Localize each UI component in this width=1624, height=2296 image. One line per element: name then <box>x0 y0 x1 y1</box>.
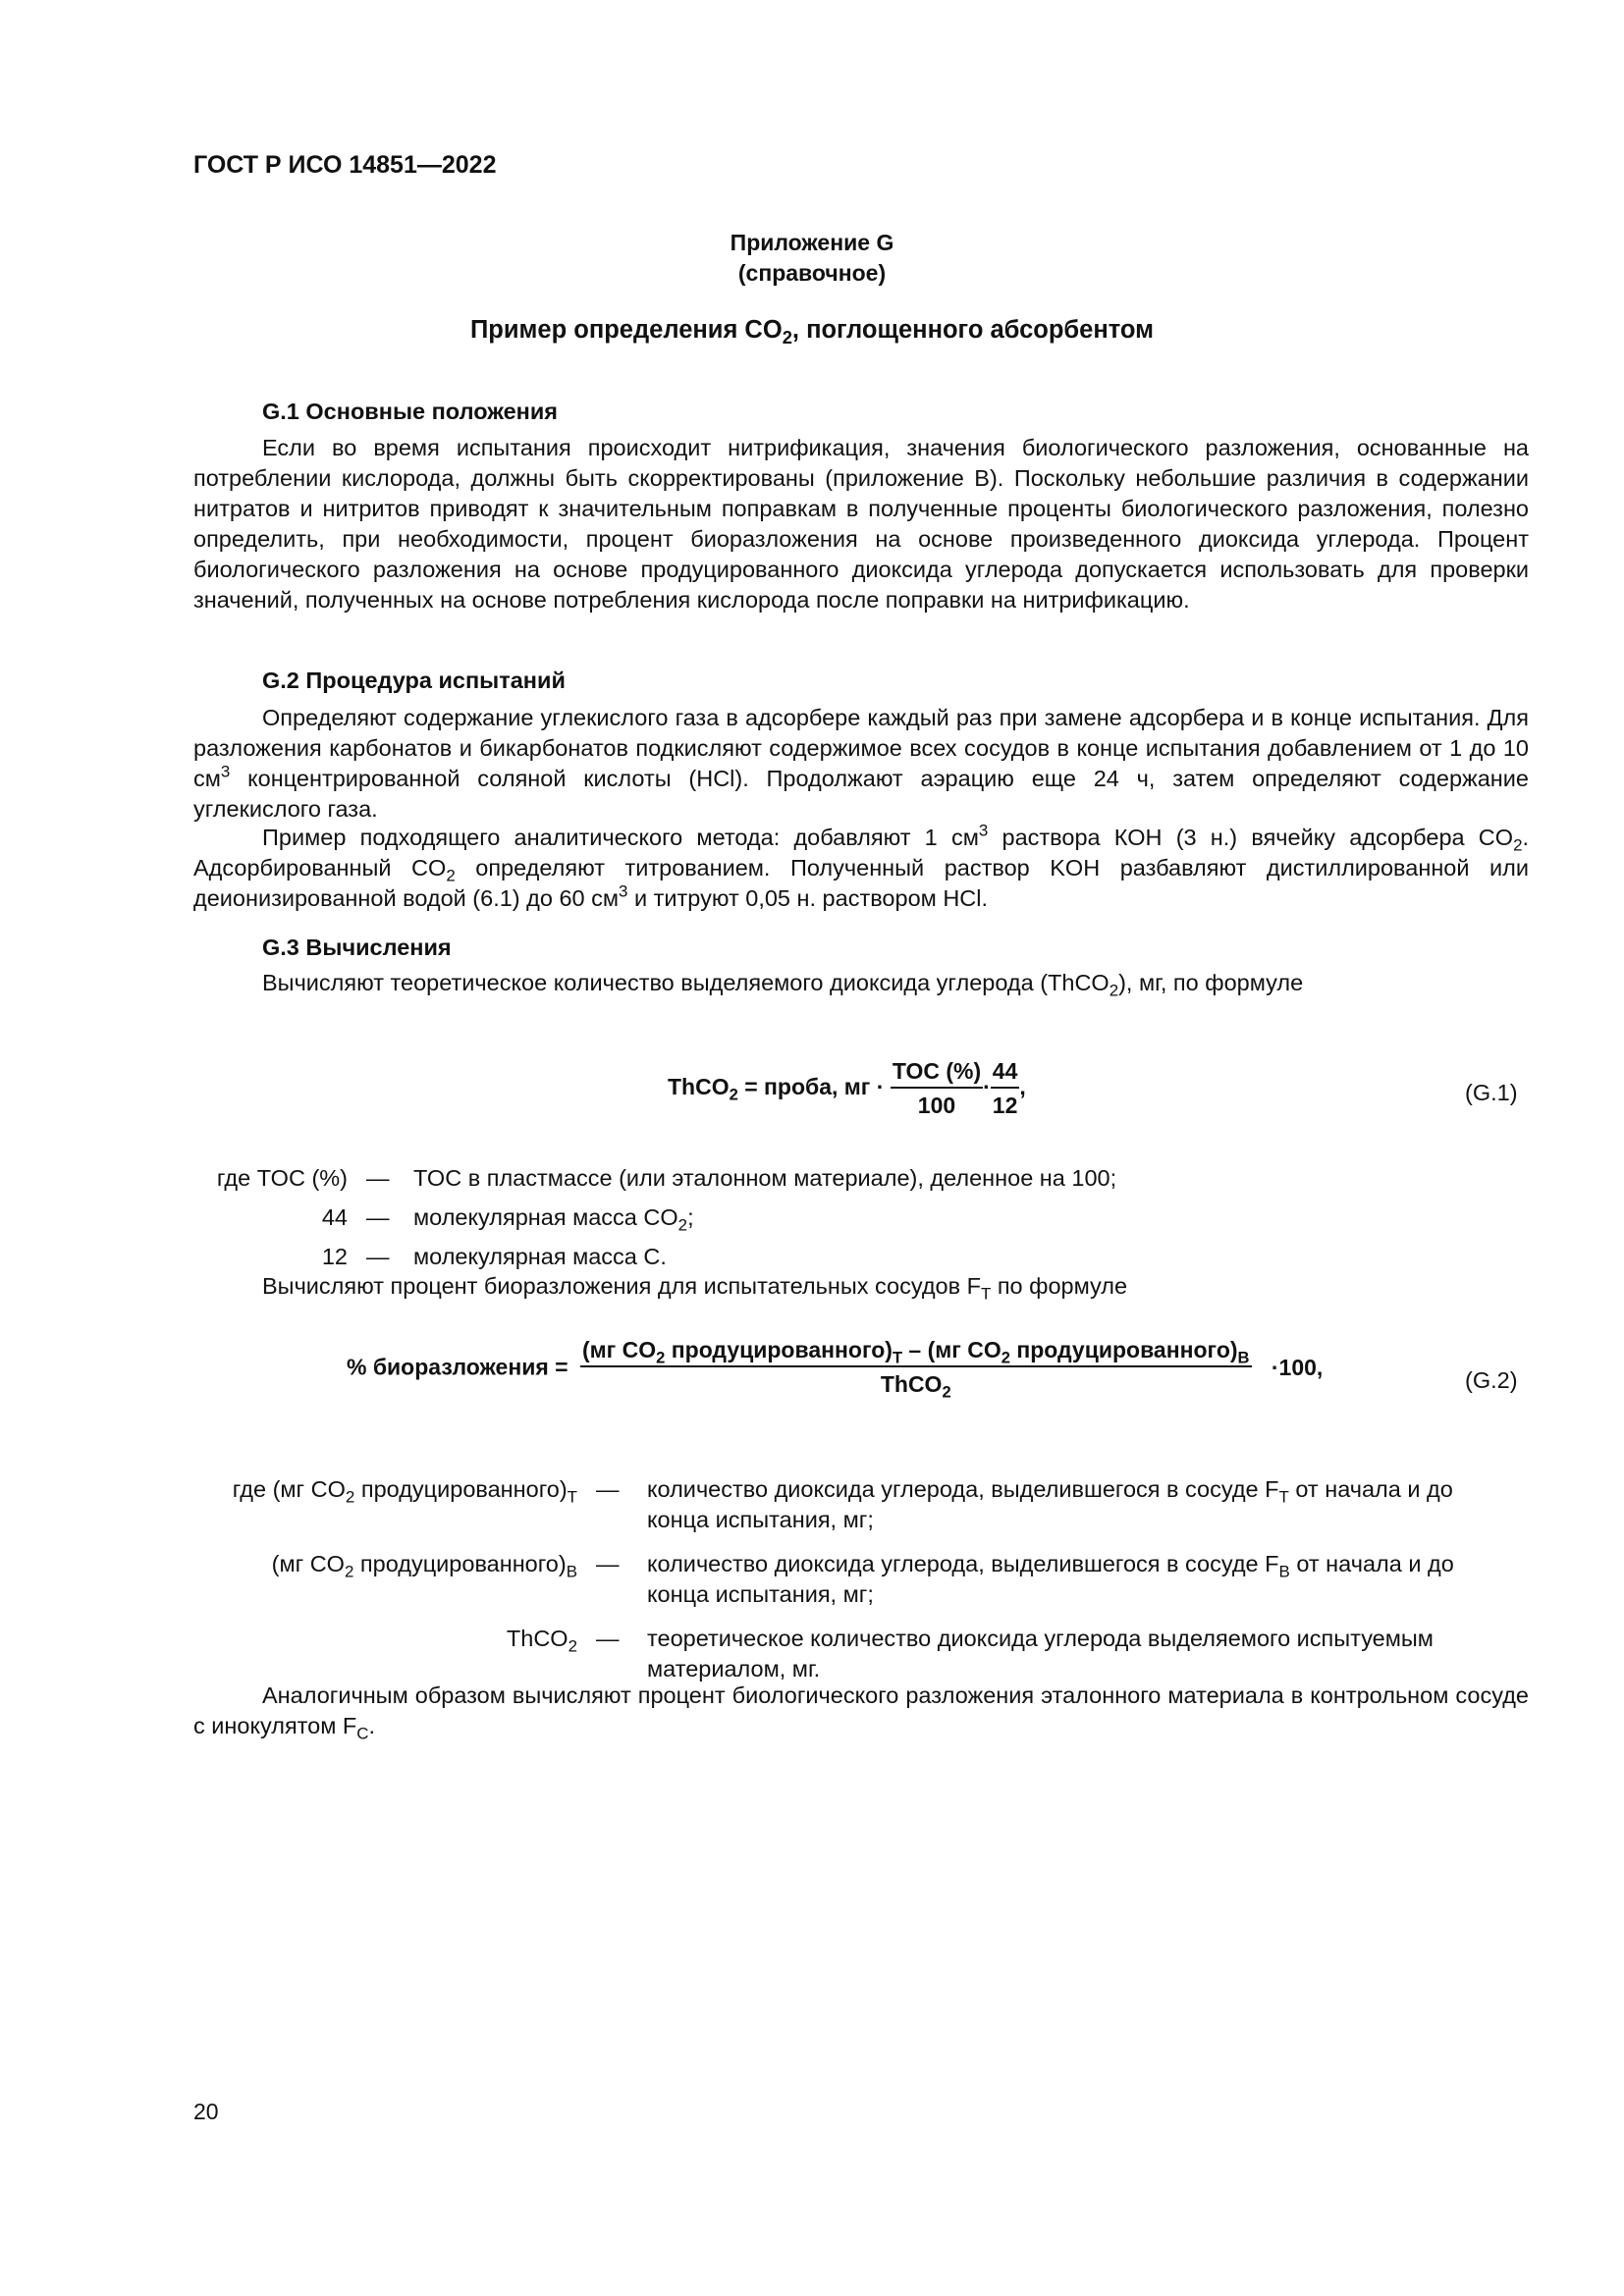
main-title-text-2: , поглощенного абсорбентом <box>791 316 1155 344</box>
appendix-title: Приложение G <box>730 230 894 255</box>
def1-term-1: где TOC (%) <box>216 1165 348 1191</box>
g2-p2-sup-1: 3 <box>978 821 989 840</box>
def2-desc-1-sub: T <box>1278 1487 1289 1507</box>
def2-dash-3: — <box>596 1626 620 1651</box>
f2-num-sub-b: B <box>1237 1348 1250 1367</box>
f2-tail: ·100, <box>1271 1354 1324 1380</box>
g3-closing-sub: C <box>356 1724 369 1743</box>
def1-dash-2: — <box>366 1204 390 1230</box>
g2-p2-part-b: раствора КОН (3 н.) вячейку адсорбера CO <box>988 825 1514 850</box>
main-title-text: Пример определения CO <box>469 316 783 344</box>
def1-desc-2-b: ; <box>687 1204 694 1230</box>
f2-den-sub: 2 <box>942 1382 951 1402</box>
def1-desc-3: молекулярная масса C. <box>413 1244 667 1269</box>
section-g1-heading: G.1 Основные положения <box>262 399 559 424</box>
f1-numerator-1: TOC (%) <box>891 1058 983 1089</box>
g3-intro2-sub: T <box>980 1284 992 1304</box>
g2-p2-sub-2: 2 <box>446 866 456 885</box>
def1-desc-2 <box>413 1202 694 1233</box>
def2-desc-1-line2: конца испытания, мг; <box>647 1507 874 1532</box>
f2-numerator <box>580 1337 1252 1367</box>
def2-desc-2-sub: B <box>1278 1562 1290 1581</box>
def2-term-3-a: ThCO <box>506 1626 568 1651</box>
f1-lhs: ThCO <box>668 1074 730 1100</box>
f2-num-a: (мг CO <box>582 1337 657 1362</box>
f2-denominator <box>580 1367 1252 1402</box>
def2-term-2-a: (мг CO <box>271 1551 345 1576</box>
g3-intro-sub: 2 <box>1109 981 1119 1000</box>
section-g3-heading: G.3 Вычисления <box>262 934 452 960</box>
g2-p1-sup: 3 <box>220 762 231 781</box>
f1-numerator-2: 44 <box>991 1058 1020 1089</box>
f2-num-b: продуцированного) <box>665 1337 893 1362</box>
f1-lhs-sub: 2 <box>729 1085 738 1104</box>
def2-desc-2-line2: конца испытания, мг; <box>647 1581 874 1607</box>
g2-p2-part-a: Пример подходящего аналитического метода: добавляют 1 см <box>262 825 979 850</box>
def2-term-3 <box>507 1624 577 1654</box>
page-number: 20 <box>193 2099 219 2124</box>
g2-p2-part-c: . Адсорбированный CO <box>193 825 1529 881</box>
section-g3-closing <box>193 1681 1529 1741</box>
f2-lhs: % биоразложения = <box>347 1354 568 1380</box>
def2-term-1-sub: 2 <box>345 1487 355 1507</box>
g3-closing-b: . <box>368 1713 376 1738</box>
f2-fraction <box>580 1337 1252 1402</box>
def2-term-1-sub2: T <box>567 1487 577 1507</box>
g3-intro2-part-b: по формуле <box>991 1273 1128 1299</box>
f2-num-d: продуцированного) <box>1009 1337 1238 1362</box>
def2-term-1-b: продуцированного) <box>354 1476 568 1502</box>
def1-dash-1: — <box>366 1165 390 1191</box>
def2-desc-1 <box>647 1474 1516 1535</box>
f1-fraction-44-12 <box>991 1058 1020 1119</box>
def2-term-2-sub2: B <box>566 1562 577 1581</box>
def1-term-2: 44 <box>321 1204 348 1230</box>
f1-mid: = проба, мг · <box>737 1074 885 1100</box>
g2-p2-sup-2: 3 <box>619 881 628 901</box>
f1-denominator-2: 12 <box>992 1093 1018 1118</box>
formula-g2-number: (G.2) <box>1465 1367 1518 1393</box>
def2-dash-1: — <box>596 1476 620 1502</box>
g3-closing-a: Аналогичным образом вычисляют процент биологического разложения эталонного материала в контрольном сосуде с инокулятом F <box>193 1682 1529 1738</box>
f2-num-sub-1: 2 <box>656 1348 666 1367</box>
f2-num-sub-t: T <box>892 1348 903 1367</box>
def2-desc-3-line2: материалом, мг. <box>647 1656 821 1682</box>
section-g2-paragraph-2 <box>193 823 1529 914</box>
def1-desc-2-sub: 2 <box>677 1215 688 1235</box>
def2-term-1-a: где (мг CO <box>232 1476 346 1502</box>
f1-denominator-1: 100 <box>917 1093 956 1118</box>
g2-p1-part-b: концентрированной соляной кислоты (HCl). Продолжают аэрацию еще 24 ч, затем определяют содержание углекислого газа. <box>193 766 1529 822</box>
def2-term-3-sub: 2 <box>568 1636 577 1656</box>
section-g2-heading: G.2 Процедура испытаний <box>262 667 566 693</box>
def1-term-3: 12 <box>321 1244 348 1269</box>
f1-comma: , <box>1019 1074 1026 1100</box>
f2-num-sub-2: 2 <box>1001 1348 1010 1367</box>
formula-g1-number: (G.1) <box>1465 1080 1518 1105</box>
def2-term-2-b: продуцированного) <box>353 1551 567 1576</box>
def2-term-1 <box>233 1474 577 1505</box>
def2-term-2 <box>272 1549 577 1579</box>
def2-desc-2-a: количество диоксида углерода, выделившегося в сосуде F <box>647 1551 1279 1576</box>
def2-desc-3 <box>647 1624 1516 1684</box>
g2-p2-sub-1: 2 <box>1513 835 1523 855</box>
f2-num-c: – (мг CO <box>902 1337 1001 1362</box>
section-g3-intro <box>262 970 1304 1000</box>
appendix-heading <box>0 228 1624 289</box>
def2-desc-2-b: от начала и до <box>1289 1551 1454 1576</box>
document-header: ГОСТ Р ИСО 14851—2022 <box>193 151 497 179</box>
def1-desc-1: TOC в пластмассе (или эталонном материале), деленное на 100; <box>413 1165 1117 1191</box>
appendix-main-title <box>0 316 1624 345</box>
def2-desc-3-a: теоретическое количество диоксида углерода выделяемого испытуемым <box>647 1626 1434 1651</box>
g2-p2-part-e: и титруют 0,05 н. раствором HCl. <box>627 885 989 911</box>
g3-intro2-part-a: Вычисляют процент биоразложения для испытательных сосудов F <box>262 1273 981 1299</box>
appendix-subtitle: (справочное) <box>737 260 887 286</box>
def2-term-2-sub: 2 <box>344 1562 354 1581</box>
section-g3-intro-2 <box>262 1273 1128 1304</box>
def2-desc-2 <box>647 1549 1516 1610</box>
g2-p2-part-d: определяют титрованием. Полученный раствор KOH разбавляют дистиллированной или деионизированной водой (6.1) до 60 см <box>193 855 1529 911</box>
f2-den-text: ThCO <box>880 1371 943 1397</box>
g3-intro-part-a: Вычисляют теоретическое количество выделяемого диоксида углерода (ThCO <box>262 970 1110 995</box>
formula-g2 <box>347 1337 1324 1402</box>
g2-p1-part-a: Определяют содержание углекислого газа в адсорбере каждый раз при замене адсорбера и в конце испытания. Для разложения карбонатов и бикарбонатов подкисляют содержимое всех сосудов в конце испытания добавлением от 1 до 10 см <box>193 705 1529 791</box>
f1-dot: · <box>983 1074 991 1100</box>
def2-dash-2: — <box>596 1551 620 1576</box>
def1-dash-3: — <box>366 1244 390 1269</box>
def1-desc-2-a: молекулярная масса CO <box>413 1204 678 1230</box>
main-title-sub: 2 <box>782 326 792 347</box>
def2-desc-1-b: от начала и до <box>1288 1476 1453 1502</box>
g3-intro-part-b: ), мг, по формуле <box>1118 970 1304 995</box>
def2-desc-1-a: количество диоксида углерода, выделившегося в сосуде F <box>647 1476 1279 1502</box>
f1-fraction-toc <box>891 1058 983 1119</box>
formula-g1 <box>668 1058 1026 1119</box>
section-g2-paragraph-1 <box>193 703 1529 825</box>
section-g1-paragraph: Если во время испытания происходит нитрификация, значения биологического разложения, основанные на потреблении кислорода, должны быть скорректированы (приложение B). Поскольку небольшие различия в содержании нитратов и нитритов приводят к значительным поправкам в полученные проценты биологического разложения, полезно определить, при необходимости, процент биоразложения на основе произведенного диоксида углерода. Процент биологического разложения на основе продуцированного диоксида углерода допускается использовать для проверки значений, полученных на основе потребления кислорода после поправки на нитрификацию. <box>193 435 1529 613</box>
